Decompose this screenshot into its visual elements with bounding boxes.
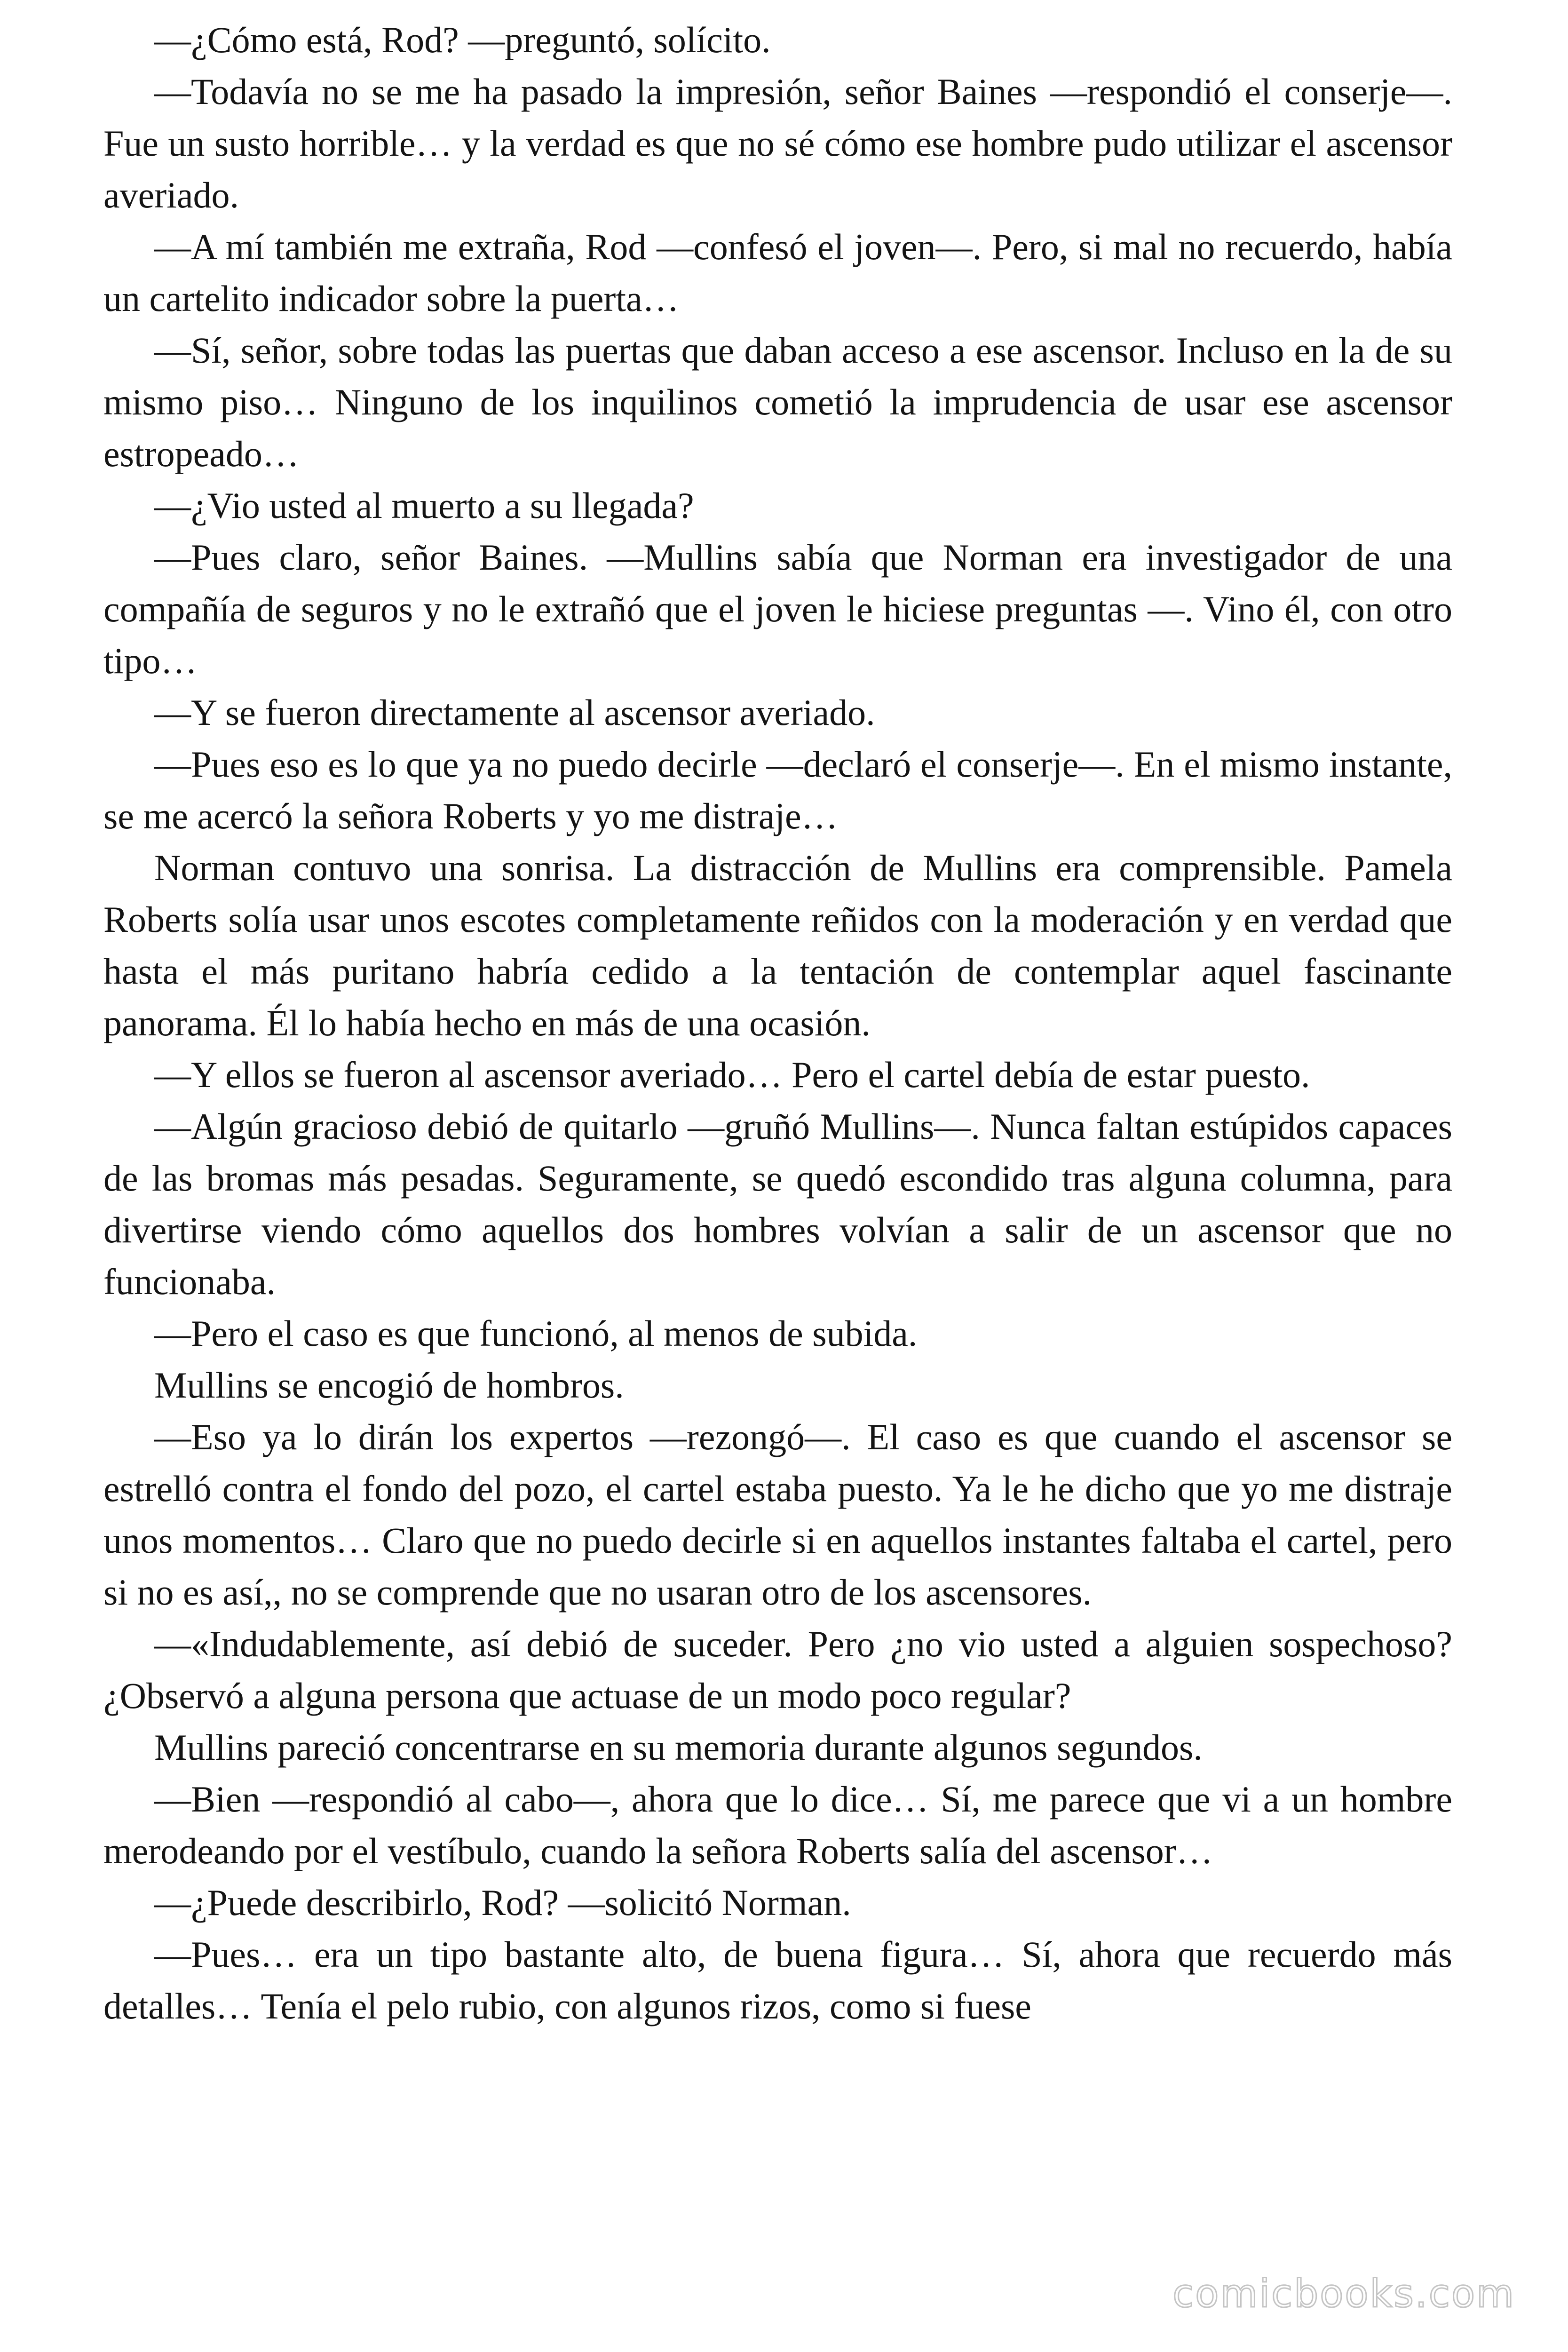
paragraph: —Bien —respondió al cabo—, ahora que lo dice… Sí, me parece que vi a un hombre merodeando por el vestíbulo, cuando la señora Roberts salía del ascensor… [103, 1779, 1452, 1871]
watermark-logo: comicbooks.com [1172, 2272, 1515, 2316]
paragraph: Mullins pareció concentrarse en su memoria durante algunos segundos. [154, 1727, 1203, 1768]
paragraph: Norman contuvo una sonrisa. La distracción de Mullins era comprensible. Pamela Roberts solía usar unos escotes completamente reñidos con la moderación y en verdad que hasta el más puritano habría cedido a la tentación de contemplar aquel fascinante panorama. Él lo había hecho en más de una ocasión. [103, 847, 1452, 1043]
paragraph: Mullins se encogió de hombros. [154, 1365, 624, 1406]
paragraph: —Sí, señor, sobre todas las puertas que daban acceso a ese ascensor. Incluso en la de su mismo piso… Ninguno de los inquilinos cometió la imprudencia de usar ese ascensor estropeado… [103, 330, 1452, 474]
paragraph: —Pues… era un tipo bastante alto, de buena figura… Sí, ahora que recuerdo más detalles… Tenía el pelo rubio, con algunos rizos, como si fuese [103, 1934, 1452, 2026]
paragraph: —Y se fueron directamente al ascensor averiado. [154, 692, 875, 733]
paragraph: —A mí también me extraña, Rod —confesó el joven—. Pero, si mal no recuerdo, había un cartelito indicador sobre la puerta… [103, 226, 1452, 319]
paragraph: —¿Cómo está, Rod? —preguntó, solícito. [154, 19, 771, 60]
paragraph: —Pues eso es lo que ya no puedo decirle —declaró el conserje—. En el mismo instante, se me acercó la señora Roberts y yo me distraje… [103, 744, 1452, 836]
paragraph: —Pero el caso es que funcionó, al menos de subida. [154, 1313, 918, 1354]
paragraph: —¿Vio usted al muerto a su llegada? [154, 485, 694, 526]
paragraph: —Todavía no se me ha pasado la impresión, señor Baines —respondió el conserje—. Fue un susto horrible… y la verdad es que no sé cómo ese hombre pudo utilizar el ascensor averiado. [103, 71, 1452, 215]
paragraph: —Algún gracioso debió de quitarlo —gruñó Mullins—. Nunca faltan estúpidos capaces de las bromas más pesadas. Seguramente, se quedó escondido tras alguna columna, para divertirse viendo cómo aquellos dos hombres volvían a salir de un ascensor que no funcionaba. [103, 1106, 1452, 1302]
book-page [103, 14, 1452, 2338]
paragraph: —Pues claro, señor Baines. —Mullins sabía que Norman era investigador de una compañía de seguros y no le extrañó que el joven le hiciese preguntas —. Vino él, con otro tipo… [103, 537, 1452, 681]
paragraph: —Y ellos se fueron al ascensor averiado… Pero el cartel debía de estar puesto. [154, 1054, 1310, 1095]
paragraph: —«Indudablemente, así debió de suceder. Pero ¿no vio usted a alguien sospechoso? ¿Observó a alguna persona que actuase de un modo poco regular? [103, 1623, 1452, 1716]
paragraph: —¿Puede describirlo, Rod? —solicitó Norman. [154, 1882, 851, 1923]
paragraph: —Eso ya lo dirán los expertos —rezongó—. El caso es que cuando el ascensor se estrelló contra el fondo del pozo, el cartel estaba puesto. Ya le he dicho que yo me distraje unos momentos… Claro que no puedo decirle si en aquellos instantes faltaba el cartel, pero si no es así,, no se comprende que no usaran otro de los ascensores. [103, 1416, 1452, 1613]
